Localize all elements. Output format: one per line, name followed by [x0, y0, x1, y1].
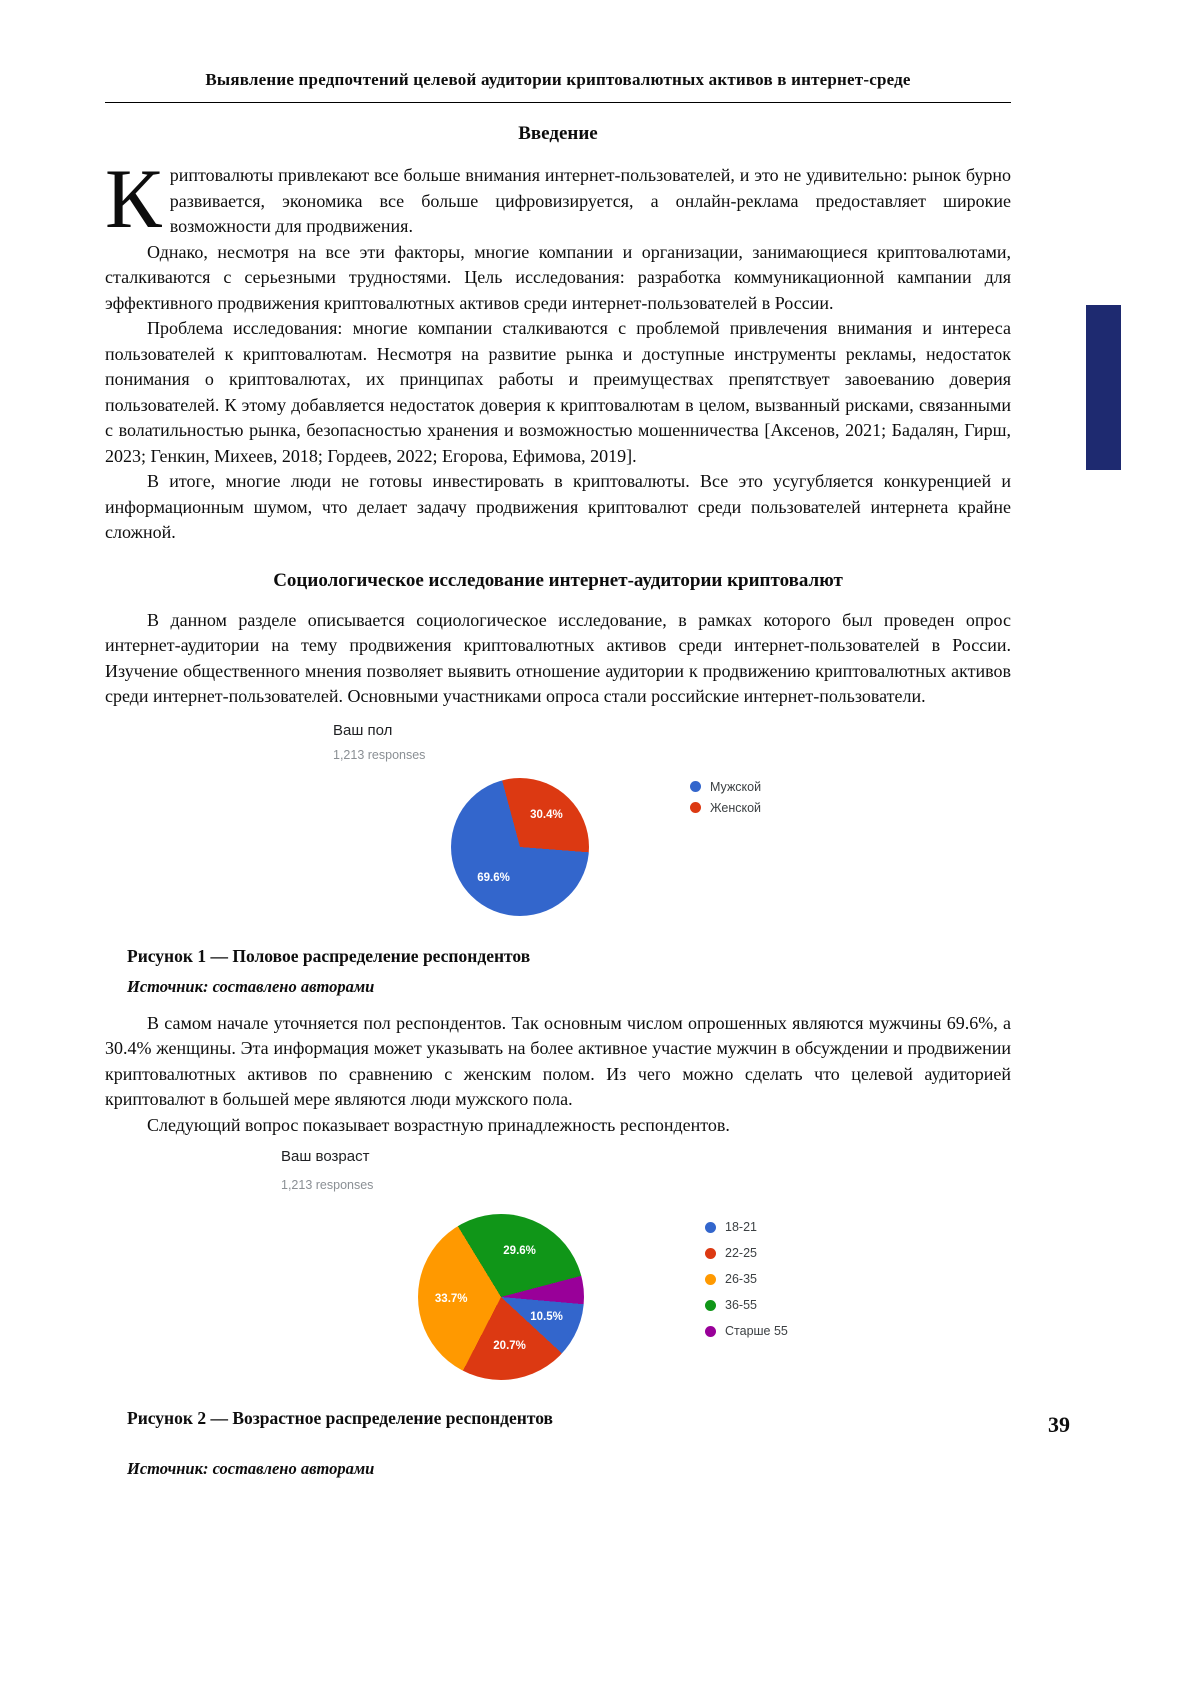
figure-1-source: Источник: составлено авторами — [127, 976, 375, 996]
legend-color-dot — [705, 1274, 716, 1285]
legend-label: 18-21 — [725, 1220, 757, 1234]
figure-2-source: Источник: составлено авторами — [127, 1459, 375, 1478]
legend-label: Женской — [710, 800, 762, 815]
legend-item — [705, 1220, 788, 1234]
page-edge-tab — [1086, 305, 1121, 470]
legend-color-dot — [705, 1222, 716, 1233]
figure-2-caption: Рисунок 2 — Возрастное распределение респондентов — [127, 1408, 553, 1428]
legend-label: 36-55 — [725, 1298, 757, 1312]
chart-responses-count: 1,213 responses — [333, 747, 426, 762]
survey-heading: Социологическое исследование интернет-аудитории криптовалют — [273, 569, 843, 591]
intro-heading: Введение — [518, 123, 598, 144]
figure-age-chart — [105, 1148, 1011, 1400]
paragraph-age-lead: Следующий вопрос показывает возрастную принадлежность респондентов. — [147, 1114, 730, 1135]
paragraph-survey-1: В данном разделе описывается социологическое исследование, в рамках которого был проведен опрос интернет-аудитории на тему продвижения криптовалютных активов среди интернет-пользователей в России. Изучение общественного мнения позволяет выявить отношение аудитории к продвижению криптовалютных активов среди интернет-пользователей. Основными участниками опроса стали российские интернет-пользователи. — [105, 609, 1011, 706]
pie-slice-label: 69.6% — [477, 872, 510, 885]
legend-item — [705, 1298, 788, 1312]
legend-color-dot — [705, 1326, 716, 1337]
chart-responses-count: 1,213 responses — [281, 1178, 374, 1192]
pie-slice-label: 10.5% — [530, 1311, 563, 1324]
legend-color-dot — [705, 1248, 716, 1259]
legend-label: 22-25 — [725, 1246, 757, 1260]
paragraph-intro-3: Проблема исследования: многие компании сталкиваются с проблемой привлечения внимания и интереса пользователей к криптовалютам. Несмотря на развитие рынка и доступные инструменты рекламы, недостаток понимания о криптовалютах, их принципах работы и преимуществах препятствует завоеванию доверия пользователей. К этому добавляется недостаток доверия к криптовалютам в целом, вызванный рисками, связанными с волатильностью рынка, безопасностью хранения и возможностью мошенничества [Аксенов, 2021; Бадалян, Гирш, 2023; Генкин, Михеев, 2018; Гордеев, 2022; Егорова, Ефимова, 2019]. — [105, 318, 1011, 466]
pie-slice-label: 30.4% — [530, 808, 563, 821]
legend-color-dot — [705, 1300, 716, 1311]
page-content — [105, 70, 1011, 1479]
paragraph-intro-4: В итоге, многие люди не готовы инвестировать в криптовалюты. Все это усугубляется конкуренцией и информационным шумом, что делает задачу продвижения криптовалют среди пользователей интернета крайне сложной. — [105, 471, 1011, 542]
running-head: Выявление предпочтений целевой аудитории криптовалютных активов в интернет-среде — [105, 70, 1011, 103]
pie-chart-age — [418, 1214, 584, 1380]
chart-title: Ваш возраст — [281, 1148, 370, 1165]
chart-title: Ваш пол — [333, 721, 393, 739]
legend-color-dot — [690, 802, 701, 813]
pie-chart-gender — [451, 778, 589, 916]
page-number: 39 — [1048, 1412, 1070, 1437]
legend-item — [705, 1246, 788, 1260]
legend-label: Старше 55 — [725, 1324, 788, 1338]
pie-slice-label: 29.6% — [503, 1244, 536, 1257]
pie-slice-label: 33.7% — [434, 1292, 468, 1305]
legend-item — [705, 1324, 788, 1338]
paragraph-intro-1 — [105, 152, 1011, 246]
drop-cap: К — [105, 152, 162, 246]
paragraph-intro-2: Однако, несмотря на все эти факторы, многие компании и организации, занимающиеся криптовалютами, сталкиваются с серьезными трудностями. Цель исследования: разработка коммуникационной кампании для эффективного продвижения криптовалютных активов среди интернет-пользователей в России. — [105, 241, 1011, 313]
paragraph-gender-analysis: В самом начале уточняется пол респондентов. Так основным числом опрошенных являются мужчины 69.6%, а 30.4% женщины. Эта информация может указывать на более активное участие мужчин в обсуждении и продвижении криптовалютных активов по сравнению с женским полом. Из чего можно сделать что целевой аудиторией криптовалют в большей мере являются люди мужского пола. — [105, 1012, 1011, 1109]
figure-gender-chart — [105, 720, 1011, 938]
paragraph-text: риптовалюты привлекают все больше внимания интернет-пользователей, и это не удивительно: рынок бурно развивается, экономика все больше цифровизируется, а онлайн-реклама предоставляет широкие возможности для продвижения. — [169, 165, 1011, 236]
legend-label: Мужской — [710, 779, 762, 794]
legend-label: 26-35 — [725, 1272, 757, 1286]
chart-legend — [705, 1220, 788, 1350]
legend-item — [690, 780, 761, 794]
legend-color-dot — [690, 781, 701, 792]
pie-slice-label: 20.7% — [493, 1340, 526, 1353]
legend-item — [690, 801, 761, 815]
figure-1-caption: Рисунок 1 — Половое распределение респондентов — [127, 945, 531, 966]
chart-legend — [690, 780, 761, 822]
legend-item — [705, 1272, 788, 1286]
